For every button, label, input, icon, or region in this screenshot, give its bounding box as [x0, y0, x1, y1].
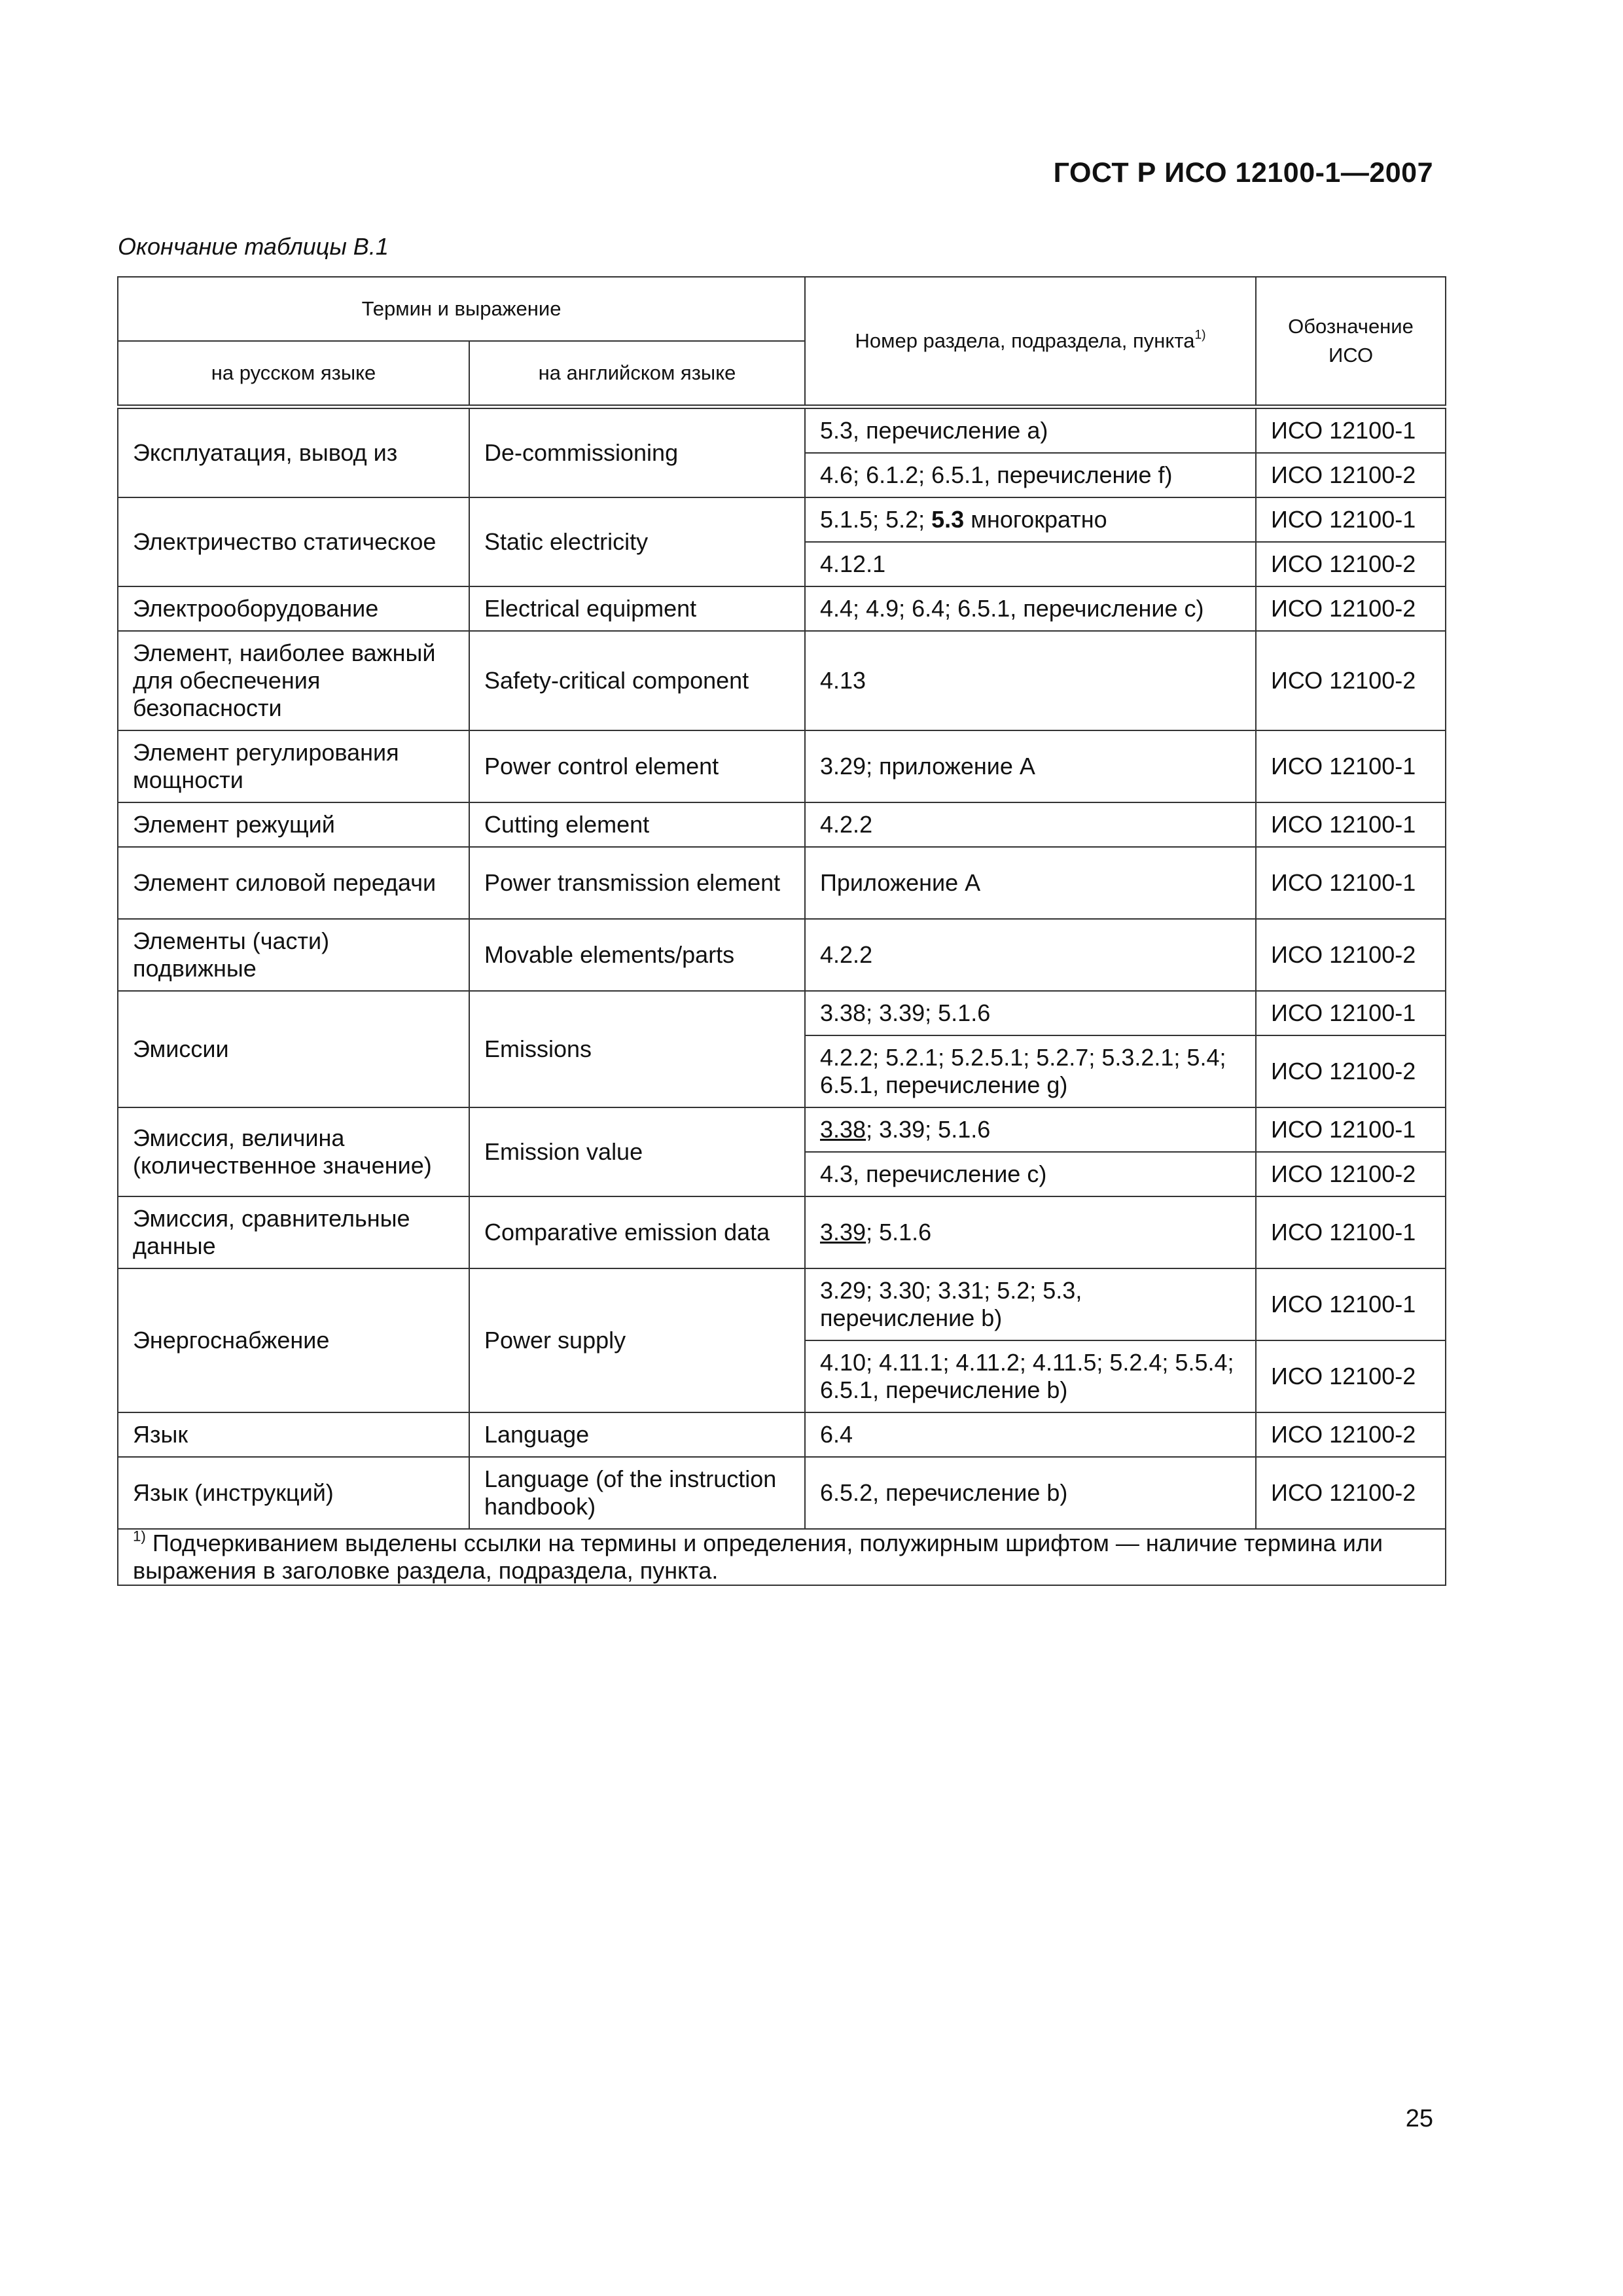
- table-row: [118, 1268, 1446, 1340]
- iso-ref: ИСО 12100-1: [1256, 407, 1446, 454]
- section-ref: Приложение А: [805, 847, 1256, 919]
- table-row: [118, 407, 1446, 454]
- term-ru: Электрооборудование: [118, 586, 469, 631]
- footnote-mark: 1): [1194, 328, 1206, 342]
- iso-ref: ИСО 12100-1: [1256, 991, 1446, 1035]
- section-ref: 4.12.1: [805, 542, 1256, 586]
- term-en: Cutting element: [469, 802, 805, 847]
- iso-ref: ИСО 12100-2: [1256, 1340, 1446, 1412]
- table-row: [118, 497, 1446, 542]
- table-caption: Окончание таблицы В.1: [118, 233, 389, 260]
- page-number: 25: [1405, 2105, 1433, 2132]
- footnote-row: [118, 1529, 1446, 1585]
- term-en: Power control element: [469, 730, 805, 802]
- section-ref: 4.13: [805, 631, 1256, 730]
- term-ru: Эксплуатация, вывод из: [118, 407, 469, 498]
- footnote-mark: 1): [133, 1528, 146, 1545]
- iso-ref: ИСО 12100-1: [1256, 1196, 1446, 1268]
- table-row: [118, 730, 1446, 802]
- table-row: [118, 631, 1446, 730]
- table-row: [118, 847, 1446, 919]
- term-ru: Эмиссия, величина (количественное значение): [118, 1107, 469, 1196]
- iso-ref: ИСО 12100-2: [1256, 1152, 1446, 1196]
- table-row: [118, 991, 1446, 1035]
- term-ru: Элемент регулирования мощности: [118, 730, 469, 802]
- terms-table: [117, 276, 1446, 1586]
- iso-ref: ИСО 12100-1: [1256, 497, 1446, 542]
- table-row: [118, 919, 1446, 991]
- section-ref: 3.39; 5.1.6: [805, 1196, 1256, 1268]
- section-ref: 3.29; 3.30; 3.31; 5.2; 5.3, перечисление b): [805, 1268, 1256, 1340]
- iso-ref: ИСО 12100-2: [1256, 919, 1446, 991]
- section-ref: 4.2.2: [805, 802, 1256, 847]
- term-en: Safety-critical component: [469, 631, 805, 730]
- term-en: Emission value: [469, 1107, 805, 1196]
- table-row: [118, 1457, 1446, 1529]
- header-russian: на русском языке: [118, 341, 469, 407]
- iso-ref: ИСО 12100-2: [1256, 1412, 1446, 1457]
- section-ref: 4.3, перечисление c): [805, 1152, 1256, 1196]
- section-ref: 4.4; 4.9; 6.4; 6.5.1, перечисление c): [805, 586, 1256, 631]
- term-ru: Эмиссии: [118, 991, 469, 1107]
- iso-ref: ИСО 12100-1: [1256, 802, 1446, 847]
- term-en: Emissions: [469, 991, 805, 1107]
- iso-ref: ИСО 12100-2: [1256, 1457, 1446, 1529]
- iso-ref: ИСО 12100-2: [1256, 453, 1446, 497]
- term-ru: Электричество статическое: [118, 497, 469, 586]
- term-en: Language: [469, 1412, 805, 1457]
- iso-ref: ИСО 12100-2: [1256, 586, 1446, 631]
- term-ru: Энергоснабжение: [118, 1268, 469, 1412]
- section-ref: 4.10; 4.11.1; 4.11.2; 4.11.5; 5.2.4; 5.5.4; 6.5.1, перечисление b): [805, 1340, 1256, 1412]
- section-ref: 5.3, перечисление a): [805, 407, 1256, 454]
- table-row: [118, 1412, 1446, 1457]
- iso-ref: ИСО 12100-2: [1256, 631, 1446, 730]
- term-en: Comparative emission data: [469, 1196, 805, 1268]
- term-ru: Язык: [118, 1412, 469, 1457]
- term-ru: Элемент режущий: [118, 802, 469, 847]
- header-english: на английском языке: [469, 341, 805, 407]
- term-ru: Элемент силовой передачи: [118, 847, 469, 919]
- term-en: Electrical equipment: [469, 586, 805, 631]
- iso-ref: ИСО 12100-2: [1256, 1035, 1446, 1107]
- header-term: Термин и выражение: [118, 277, 805, 341]
- section-ref: 4.2.2; 5.2.1; 5.2.5.1; 5.2.7; 5.3.2.1; 5.4; 6.5.1, перечисление g): [805, 1035, 1256, 1107]
- section-ref: 3.38; 3.39; 5.1.6: [805, 1107, 1256, 1152]
- table-row: [118, 802, 1446, 847]
- table-row: [118, 586, 1446, 631]
- footnote: $^{1)}$ Подчеркиванием выделены ссылки на термины и определения, полужирным шрифтом — наличие термина или выражения в заголовке раздела, подраздела, пункта.: [118, 1529, 1446, 1585]
- term-ru: Элементы (части) подвижные: [118, 919, 469, 991]
- section-ref: 3.29; приложение A: [805, 730, 1256, 802]
- section-ref: 4.2.2: [805, 919, 1256, 991]
- iso-ref: ИСО 12100-1: [1256, 847, 1446, 919]
- table-row: [118, 1107, 1446, 1152]
- document-code: ГОСТ Р ИСО 12100-1—2007: [1053, 157, 1433, 188]
- section-ref: 4.6; 6.1.2; 6.5.1, перечисление f): [805, 453, 1256, 497]
- section-ref: 3.38; 3.39; 5.1.6: [805, 991, 1256, 1035]
- header-section: Номер раздела, подраздела, пункта$^{1)}$: [805, 277, 1256, 407]
- term-ru: Эмиссия, сравнительные данные: [118, 1196, 469, 1268]
- section-ref: 6.5.2, перечисление b): [805, 1457, 1256, 1529]
- term-en: Language (of the instruction handbook): [469, 1457, 805, 1529]
- iso-ref: ИСО 12100-1: [1256, 1107, 1446, 1152]
- iso-ref: ИСО 12100-2: [1256, 542, 1446, 586]
- term-en: Static electricity: [469, 497, 805, 586]
- table-row: [118, 1196, 1446, 1268]
- iso-ref: ИСО 12100-1: [1256, 730, 1446, 802]
- term-ru: Язык (инструкций): [118, 1457, 469, 1529]
- term-en: Power supply: [469, 1268, 805, 1412]
- section-ref: 5.1.5; 5.2; 5.3 многократно: [805, 497, 1256, 542]
- term-en: Movable elements/parts: [469, 919, 805, 991]
- term-ru: Элемент, наиболее важный для обеспечения безопасности: [118, 631, 469, 730]
- iso-ref: ИСО 12100-1: [1256, 1268, 1446, 1340]
- header-iso: Обозначение ИСО: [1256, 277, 1446, 407]
- term-en: De-commissioning: [469, 407, 805, 498]
- term-en: Power transmission element: [469, 847, 805, 919]
- section-ref: 6.4: [805, 1412, 1256, 1457]
